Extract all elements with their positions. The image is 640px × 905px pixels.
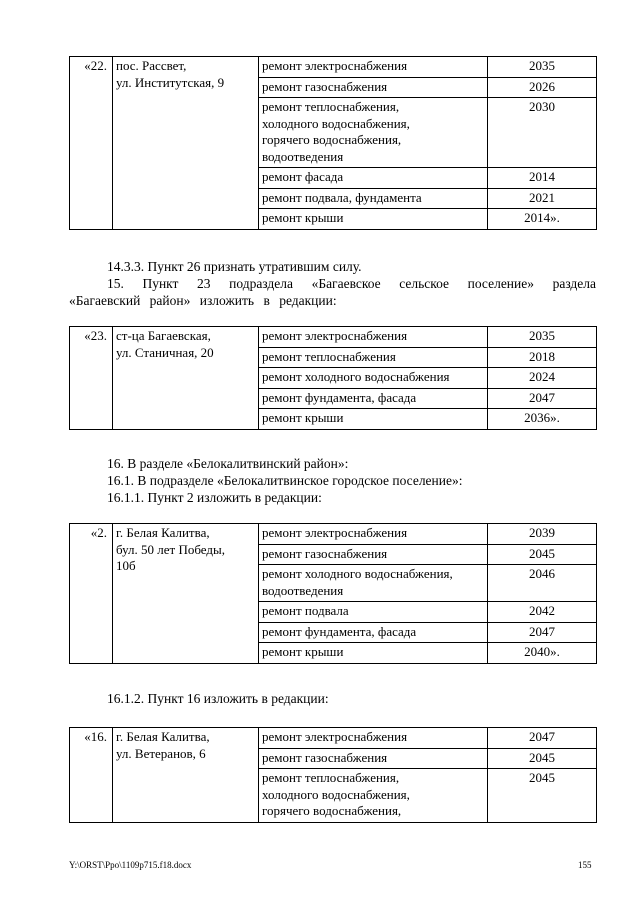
paragraph-16-1-2: 16.1.2. Пункт 16 изложить в редакции: xyxy=(107,691,329,706)
year-cell: 2024 xyxy=(488,368,597,389)
footer-page-number: 155 xyxy=(578,860,592,870)
work-type-cell: ремонт крыши xyxy=(259,409,488,430)
item-number: «23. xyxy=(70,327,113,430)
item-number: «16. xyxy=(70,728,113,823)
address-cell: г. Белая Калитва, ул. Ветеранов, 6 xyxy=(113,728,259,823)
item-number: «22. xyxy=(70,57,113,230)
footer-file-path: Y:\ORST\Ppo\1109p715.f18.docx xyxy=(69,860,192,870)
table-body xyxy=(70,728,597,823)
year-cell: 2035 xyxy=(488,327,597,348)
work-type-cell: ремонт подвала xyxy=(259,602,488,623)
work-type-cell: ремонт электроснабжения xyxy=(259,327,488,348)
table-row xyxy=(70,728,597,749)
year-cell: 2045 xyxy=(488,748,597,769)
year-cell: 2036». xyxy=(488,409,597,430)
work-type-cell: ремонт электроснабжения xyxy=(259,524,488,545)
address-cell: ст-ца Багаевская, ул. Станичная, 20 xyxy=(113,327,259,430)
year-cell: 2047 xyxy=(488,388,597,409)
address-cell: г. Белая Калитва, бул. 50 лет Победы, 10б xyxy=(113,524,259,664)
work-type-cell: ремонт крыши xyxy=(259,209,488,230)
table-body xyxy=(70,524,597,664)
work-type-cell: ремонт холодного водоснабжения xyxy=(259,368,488,389)
work-type-cell: ремонт газоснабжения xyxy=(259,77,488,98)
table-row xyxy=(70,57,597,78)
work-type-cell: ремонт фундамента, фасада xyxy=(259,388,488,409)
year-cell: 2046 xyxy=(488,565,597,602)
year-cell: 2045 xyxy=(488,769,597,823)
year-cell: 2039 xyxy=(488,524,597,545)
work-type-cell: ремонт электроснабжения xyxy=(259,57,488,78)
year-cell: 2040». xyxy=(488,643,597,664)
year-cell: 2014». xyxy=(488,209,597,230)
year-cell: 2035 xyxy=(488,57,597,78)
year-cell: 2014 xyxy=(488,168,597,189)
work-type-cell: ремонт электроснабжения xyxy=(259,728,488,749)
table-item-16 xyxy=(69,727,597,823)
paragraph-14-3-3: 14.3.3. Пункт 26 признать утратившим силу. xyxy=(107,259,362,274)
table-row xyxy=(70,327,597,348)
year-cell: 2045 xyxy=(488,544,597,565)
table-item-2 xyxy=(69,523,597,664)
paragraph-16-1: 16.1. В подразделе «Белокалитвинское городское поселение»: xyxy=(107,473,463,488)
year-cell: 2047 xyxy=(488,622,597,643)
work-type-cell: ремонт фасада xyxy=(259,168,488,189)
year-cell: 2030 xyxy=(488,98,597,168)
year-cell: 2042 xyxy=(488,602,597,623)
paragraph-15: 15. Пункт 23 подраздела «Багаевское сельское поселение» раздела «Багаевский район» изложить в редакции: xyxy=(69,276,596,308)
year-cell: 2021 xyxy=(488,188,597,209)
paragraph-16-1-1: 16.1.1. Пункт 2 изложить в редакции: xyxy=(107,490,322,505)
work-type-cell: ремонт теплоснабжения, холодного водоснабжения, горячего водоснабжения, водоотведения xyxy=(259,98,488,168)
table-item-23 xyxy=(69,326,597,430)
table-body xyxy=(70,327,597,430)
table-body xyxy=(70,57,597,230)
work-type-cell: ремонт газоснабжения xyxy=(259,544,488,565)
table-item-22 xyxy=(69,56,597,230)
work-type-cell: ремонт подвала, фундамента xyxy=(259,188,488,209)
paragraph-16: 16. В разделе «Белокалитвинский район»: xyxy=(107,456,349,471)
year-cell: 2026 xyxy=(488,77,597,98)
table-row xyxy=(70,524,597,545)
address-cell: пос. Рассвет, ул. Институтская, 9 xyxy=(113,57,259,230)
work-type-cell: ремонт фундамента, фасада xyxy=(259,622,488,643)
year-cell: 2047 xyxy=(488,728,597,749)
work-type-cell: ремонт крыши xyxy=(259,643,488,664)
item-number: «2. xyxy=(70,524,113,664)
year-cell: 2018 xyxy=(488,347,597,368)
work-type-cell: ремонт холодного водоснабжения, водоотведения xyxy=(259,565,488,602)
work-type-cell: ремонт теплоснабжения, холодного водоснабжения, горячего водоснабжения, xyxy=(259,769,488,823)
work-type-cell: ремонт газоснабжения xyxy=(259,748,488,769)
work-type-cell: ремонт теплоснабжения xyxy=(259,347,488,368)
